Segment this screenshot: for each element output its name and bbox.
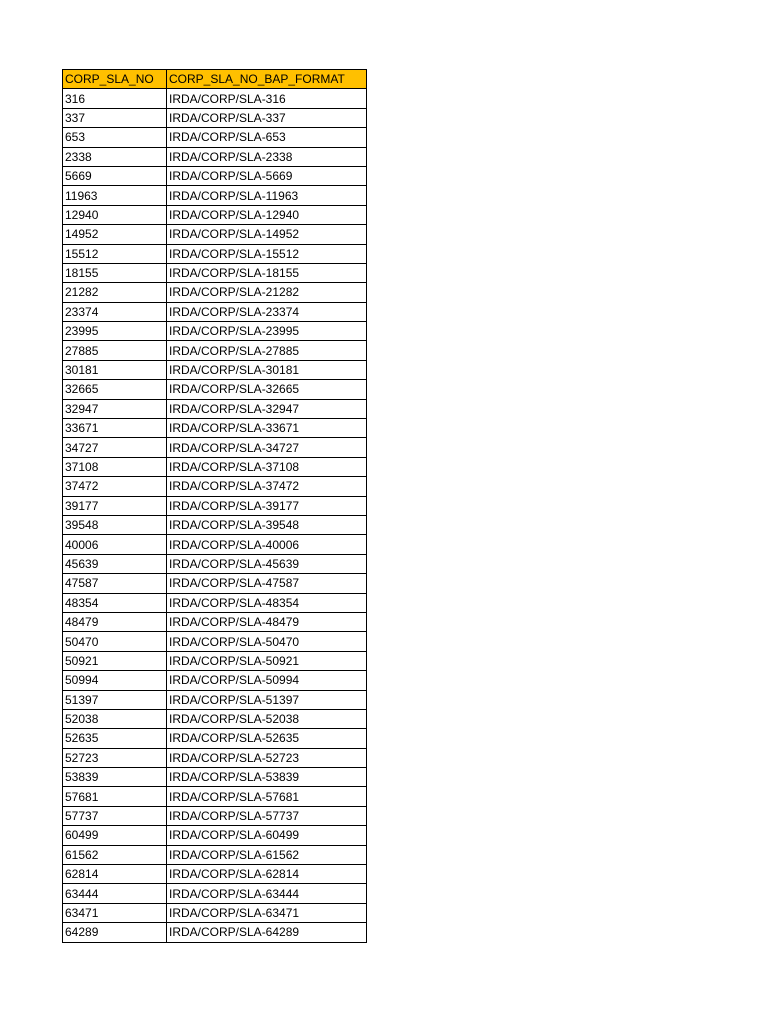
cell-bap-format: IRDA/CORP/SLA-27885: [167, 341, 367, 360]
table-row: [63, 419, 367, 438]
table-row: [63, 108, 367, 127]
cell-corp-sla-no: 50994: [63, 671, 167, 690]
cell-corp-sla-no: 50921: [63, 651, 167, 670]
table-row: [63, 845, 367, 864]
cell-corp-sla-no: 14952: [63, 225, 167, 244]
cell-bap-format: IRDA/CORP/SLA-50994: [167, 671, 367, 690]
cell-bap-format: IRDA/CORP/SLA-15512: [167, 244, 367, 263]
table-row: [63, 903, 367, 922]
cell-corp-sla-no: 32947: [63, 399, 167, 418]
cell-bap-format: IRDA/CORP/SLA-39177: [167, 496, 367, 515]
table-row: [63, 302, 367, 321]
cell-bap-format: IRDA/CORP/SLA-52723: [167, 748, 367, 767]
cell-bap-format: IRDA/CORP/SLA-45639: [167, 554, 367, 573]
cell-bap-format: IRDA/CORP/SLA-5669: [167, 166, 367, 185]
table-row: [63, 535, 367, 554]
cell-corp-sla-no: 50470: [63, 632, 167, 651]
table-row: [63, 884, 367, 903]
cell-corp-sla-no: 52038: [63, 709, 167, 728]
table-row: [63, 826, 367, 845]
table-row: [63, 709, 367, 728]
table-row: [63, 147, 367, 166]
cell-bap-format: IRDA/CORP/SLA-60499: [167, 826, 367, 845]
cell-bap-format: IRDA/CORP/SLA-40006: [167, 535, 367, 554]
cell-corp-sla-no: 57681: [63, 787, 167, 806]
cell-bap-format: IRDA/CORP/SLA-2338: [167, 147, 367, 166]
table-row: [63, 651, 367, 670]
cell-bap-format: IRDA/CORP/SLA-32947: [167, 399, 367, 418]
table-row: [63, 322, 367, 341]
cell-corp-sla-no: 60499: [63, 826, 167, 845]
cell-corp-sla-no: 47587: [63, 574, 167, 593]
table-row: [63, 186, 367, 205]
cell-corp-sla-no: 653: [63, 128, 167, 147]
cell-corp-sla-no: 18155: [63, 263, 167, 282]
cell-corp-sla-no: 32665: [63, 380, 167, 399]
cell-bap-format: IRDA/CORP/SLA-37472: [167, 477, 367, 496]
cell-bap-format: IRDA/CORP/SLA-14952: [167, 225, 367, 244]
cell-bap-format: IRDA/CORP/SLA-11963: [167, 186, 367, 205]
table-row: [63, 244, 367, 263]
cell-bap-format: IRDA/CORP/SLA-52038: [167, 709, 367, 728]
cell-bap-format: IRDA/CORP/SLA-48354: [167, 593, 367, 612]
cell-bap-format: IRDA/CORP/SLA-32665: [167, 380, 367, 399]
cell-corp-sla-no: 61562: [63, 845, 167, 864]
cell-bap-format: IRDA/CORP/SLA-62814: [167, 865, 367, 884]
cell-corp-sla-no: 12940: [63, 205, 167, 224]
cell-bap-format: IRDA/CORP/SLA-337: [167, 108, 367, 127]
table-row: [63, 89, 367, 108]
cell-corp-sla-no: 5669: [63, 166, 167, 185]
cell-corp-sla-no: 57737: [63, 806, 167, 825]
cell-bap-format: IRDA/CORP/SLA-47587: [167, 574, 367, 593]
cell-bap-format: IRDA/CORP/SLA-21282: [167, 283, 367, 302]
cell-bap-format: IRDA/CORP/SLA-30181: [167, 360, 367, 379]
cell-bap-format: IRDA/CORP/SLA-18155: [167, 263, 367, 282]
cell-bap-format: IRDA/CORP/SLA-63444: [167, 884, 367, 903]
sla-number-table: [62, 69, 367, 943]
cell-corp-sla-no: 21282: [63, 283, 167, 302]
column-header-corp-sla-no: CORP_SLA_NO: [63, 70, 167, 89]
cell-bap-format: IRDA/CORP/SLA-316: [167, 89, 367, 108]
cell-bap-format: IRDA/CORP/SLA-53839: [167, 768, 367, 787]
cell-corp-sla-no: 63471: [63, 903, 167, 922]
header-row: [63, 70, 367, 89]
cell-corp-sla-no: 15512: [63, 244, 167, 263]
cell-corp-sla-no: 27885: [63, 341, 167, 360]
cell-corp-sla-no: 11963: [63, 186, 167, 205]
table-row: [63, 787, 367, 806]
table-row: [63, 380, 367, 399]
cell-corp-sla-no: 39177: [63, 496, 167, 515]
table-row: [63, 806, 367, 825]
cell-bap-format: IRDA/CORP/SLA-51397: [167, 690, 367, 709]
table-row: [63, 865, 367, 884]
table-row: [63, 632, 367, 651]
cell-corp-sla-no: 48479: [63, 612, 167, 631]
table-body: [63, 89, 367, 942]
cell-corp-sla-no: 51397: [63, 690, 167, 709]
table-row: [63, 360, 367, 379]
cell-corp-sla-no: 40006: [63, 535, 167, 554]
cell-bap-format: IRDA/CORP/SLA-61562: [167, 845, 367, 864]
cell-corp-sla-no: 30181: [63, 360, 167, 379]
table-row: [63, 671, 367, 690]
cell-corp-sla-no: 33671: [63, 419, 167, 438]
table-row: [63, 477, 367, 496]
cell-bap-format: IRDA/CORP/SLA-653: [167, 128, 367, 147]
cell-corp-sla-no: 64289: [63, 923, 167, 942]
cell-corp-sla-no: 45639: [63, 554, 167, 573]
table-row: [63, 690, 367, 709]
cell-corp-sla-no: 63444: [63, 884, 167, 903]
table-row: [63, 729, 367, 748]
cell-corp-sla-no: 62814: [63, 865, 167, 884]
cell-bap-format: IRDA/CORP/SLA-57681: [167, 787, 367, 806]
cell-bap-format: IRDA/CORP/SLA-48479: [167, 612, 367, 631]
cell-corp-sla-no: 23995: [63, 322, 167, 341]
cell-bap-format: IRDA/CORP/SLA-50470: [167, 632, 367, 651]
cell-bap-format: IRDA/CORP/SLA-23995: [167, 322, 367, 341]
cell-bap-format: IRDA/CORP/SLA-37108: [167, 457, 367, 476]
table-row: [63, 225, 367, 244]
table-row: [63, 612, 367, 631]
table-row: [63, 923, 367, 942]
cell-bap-format: IRDA/CORP/SLA-64289: [167, 923, 367, 942]
cell-corp-sla-no: 34727: [63, 438, 167, 457]
table-row: [63, 554, 367, 573]
cell-corp-sla-no: 53839: [63, 768, 167, 787]
table-row: [63, 515, 367, 534]
table-row: [63, 283, 367, 302]
cell-corp-sla-no: 37472: [63, 477, 167, 496]
table-row: [63, 748, 367, 767]
cell-bap-format: IRDA/CORP/SLA-52635: [167, 729, 367, 748]
table-row: [63, 341, 367, 360]
cell-bap-format: IRDA/CORP/SLA-12940: [167, 205, 367, 224]
cell-bap-format: IRDA/CORP/SLA-63471: [167, 903, 367, 922]
table-row: [63, 593, 367, 612]
table-row: [63, 496, 367, 515]
table-row: [63, 457, 367, 476]
cell-bap-format: IRDA/CORP/SLA-33671: [167, 419, 367, 438]
table-row: [63, 128, 367, 147]
cell-bap-format: IRDA/CORP/SLA-57737: [167, 806, 367, 825]
cell-bap-format: IRDA/CORP/SLA-50921: [167, 651, 367, 670]
table-row: [63, 574, 367, 593]
table-row: [63, 166, 367, 185]
cell-corp-sla-no: 39548: [63, 515, 167, 534]
cell-corp-sla-no: 52723: [63, 748, 167, 767]
cell-corp-sla-no: 52635: [63, 729, 167, 748]
column-header-bap-format: CORP_SLA_NO_BAP_FORMAT: [167, 70, 367, 89]
cell-corp-sla-no: 337: [63, 108, 167, 127]
table-row: [63, 438, 367, 457]
cell-bap-format: IRDA/CORP/SLA-34727: [167, 438, 367, 457]
cell-corp-sla-no: 37108: [63, 457, 167, 476]
cell-corp-sla-no: 316: [63, 89, 167, 108]
table-row: [63, 205, 367, 224]
cell-bap-format: IRDA/CORP/SLA-23374: [167, 302, 367, 321]
cell-corp-sla-no: 2338: [63, 147, 167, 166]
table-row: [63, 263, 367, 282]
cell-bap-format: IRDA/CORP/SLA-39548: [167, 515, 367, 534]
cell-corp-sla-no: 23374: [63, 302, 167, 321]
cell-corp-sla-no: 48354: [63, 593, 167, 612]
table-row: [63, 399, 367, 418]
table-row: [63, 768, 367, 787]
